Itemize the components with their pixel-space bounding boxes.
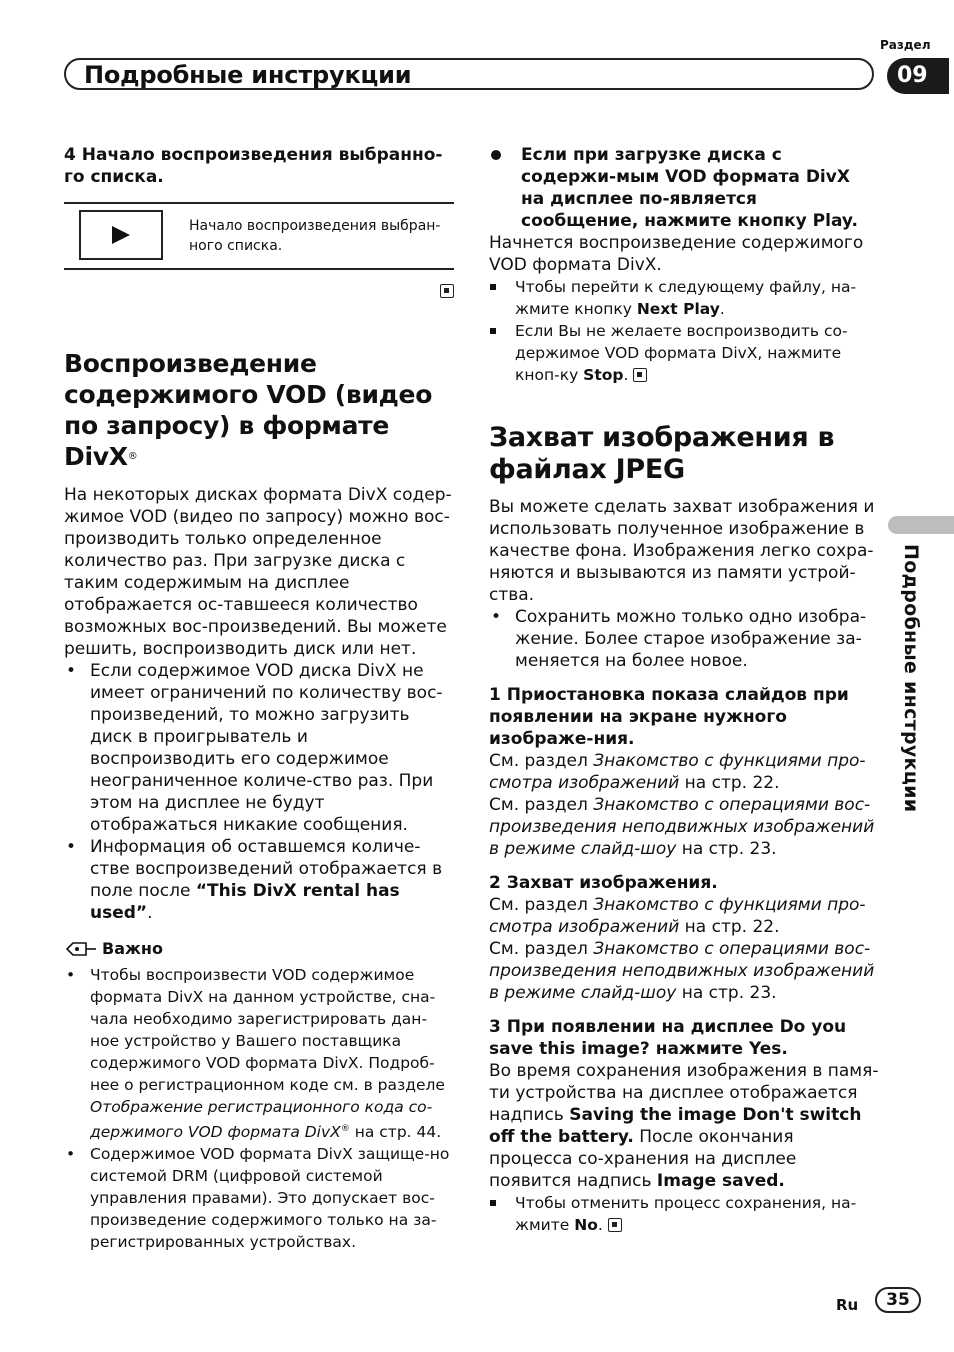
important-bullets [64, 964, 454, 1253]
imp1-mark: ® [340, 1124, 350, 1134]
list-item [489, 1192, 879, 1236]
step1-title: 1 Приостановка показа слайдов при появлении на экране нужного изображе-ния. [489, 685, 849, 749]
step2-ref1 [489, 894, 879, 938]
step1-ref2 [489, 794, 879, 860]
step2-ref2 [489, 938, 879, 1004]
vod-heading [64, 348, 454, 472]
ref-page: на стр. 22. [679, 917, 780, 937]
cancel-notes [489, 1192, 879, 1236]
page-number: 35 [875, 1287, 921, 1313]
ref-page: на стр. 23. [676, 839, 777, 859]
play-description: Начало воспроизведения выбран-ного списка. [189, 218, 441, 254]
next-end: . [719, 300, 725, 318]
cancel-end: . [597, 1216, 603, 1234]
right-column [489, 144, 879, 1236]
vod-notes [489, 276, 879, 386]
imp1-text: Чтобы воспроизвести VOD содержимое формата DivX на данном устройстве, сна-чала необходимо зарегистрировать дан-ное устройство у Вашего поставщика содержимого VOD формата DivX. Подроб-нее о регистрационном коде см. в разделе [90, 966, 445, 1094]
end-mark-icon [633, 368, 647, 382]
step3-title: 3 При появлении на дисплее Do you save this image? нажмите Yes. [489, 1017, 847, 1059]
step3-text [489, 1060, 879, 1192]
no-label: No [574, 1216, 598, 1234]
stop-end: . [623, 366, 629, 384]
stop-label: Stop [583, 366, 624, 384]
bullet2-text: Информация об оставшемся количе-стве воспроизведений отображается в поле после [90, 837, 443, 901]
list-item: • Содержимое VOD формата DivX защище-но системой DRM (цифровой системой управления правами). Это допускает вос-произведение содержимого только на за-регистрированных устройствах. [64, 1143, 454, 1253]
side-tab-marker [888, 516, 954, 534]
ref-functions: Знакомство с функциями про-смотра изображений [489, 895, 866, 937]
step1-ref1 [489, 750, 879, 794]
end-mark-icon [608, 1218, 622, 1232]
ref-page: на стр. 23. [676, 983, 777, 1003]
next-play-label: Next Play [636, 300, 720, 318]
imp1-reference: Отображение регистрационного кода со-держимого VOD формата DivX [90, 1098, 433, 1142]
step3-mid: После окончания процесса со-хранения на дисплее появится надпись [489, 1127, 797, 1191]
bullet2-end: . [147, 903, 153, 923]
jpeg-bullets [489, 606, 879, 672]
vod-heading-text: Воспроизведение содержимого VOD (видео по запросу) в формате DivX [64, 349, 433, 471]
bullet2-bold: “This DivX rental has used” [90, 881, 400, 923]
section-label: Раздел [880, 38, 931, 52]
cancel-text: Чтобы отменить процесс сохранения, на-жмите [515, 1194, 857, 1234]
language-code: Ru [836, 1296, 859, 1314]
jpeg-intro: Вы можете сделать захват изображения и использовать полученное изображение в качестве фона. Изображения легко сохра-няются и вызываются из памяти устрой-ства. [489, 497, 875, 605]
list-item [489, 320, 879, 386]
vod-intro: На некоторых дисках формата DivX содер-жимое VOD (видео по запросу) можно вос-производить только определенное количество раз. При загрузке диска с таким содержимым на дисплее отображается ос-тавшееся количество возможных вос-произведений. Вы можете решить, воспроизводить диск или нет. [64, 485, 452, 659]
saved-message: Image saved. [656, 1171, 785, 1191]
see-prefix: См. раздел [489, 895, 594, 915]
ref-functions: Знакомство с функциями про-смотра изображений [489, 751, 866, 793]
list-item: • Сохранить можно только одно изобра-жение. Более старое изображение за-меняется на более новое. [489, 606, 879, 672]
vod-message-step: Если при загрузке диска с содержи-мым VOD формата DivX на дисплее по-является сообщение, нажмите кнопку Play. [489, 144, 879, 232]
imp1-page: на стр. 44. [349, 1123, 442, 1142]
play-button-box [79, 210, 163, 260]
ref-operations: Знакомство с операциями вос-произведения неподвижных изображений в режиме слайд-шоу [489, 939, 875, 1003]
stop-text: Если Вы не желаете воспроизводить со-держимое VOD формата DivX, нажмите кноп-ку [515, 322, 848, 384]
play-table [64, 202, 454, 270]
registered-mark: ® [127, 451, 138, 462]
list-item [489, 276, 879, 320]
note-icon [64, 940, 98, 958]
play-icon [110, 225, 132, 245]
vod-message-text: Начнется воспроизведение содержимого VOD формата DivX. [489, 233, 864, 275]
ref-page: на стр. 22. [679, 773, 780, 793]
saving-message: Saving the image Don't switch off the battery. [489, 1105, 862, 1147]
end-mark-icon [440, 284, 454, 298]
ref-operations: Знакомство с операциями вос-произведения неподвижных изображений в режиме слайд-шоу [489, 795, 875, 859]
important-label: Важно [102, 939, 163, 958]
next-text: Чтобы перейти к следующему файлу, на-жмите кнопку [515, 278, 857, 318]
see-prefix: См. раздел [489, 939, 594, 959]
vod-bullets [64, 660, 454, 924]
step4-title: 4 Начало воспроизведения выбранно-го списка. [64, 145, 443, 187]
list-item: • Если содержимое VOD диска DivX не имеет ограничений по количеству вос-произведений, то можно загрузить диск в проигрыватель и воспроизводить его содержимое неограниченное количе-ство раз. При этом на дисплее не будут отображаться никакие сообщения. [64, 660, 454, 836]
list-item [64, 964, 454, 1143]
see-prefix: См. раздел [489, 795, 594, 815]
jpeg-heading: Захват изображения в файлах JPEG [489, 422, 835, 485]
list-item [64, 836, 454, 924]
page-title: Подробные инструкции [84, 61, 412, 89]
see-prefix: См. раздел [489, 751, 594, 771]
left-column [64, 144, 454, 1253]
step2-title: 2 Захват изображения. [489, 873, 718, 893]
step3-pre: Во время сохранения изображения в памя-ти устройства на дисплее отображается надпись [489, 1061, 879, 1125]
side-section-label: Подробные инструкции [900, 544, 922, 813]
important-note-title [64, 938, 454, 960]
section-number-badge: 09 [887, 58, 949, 94]
